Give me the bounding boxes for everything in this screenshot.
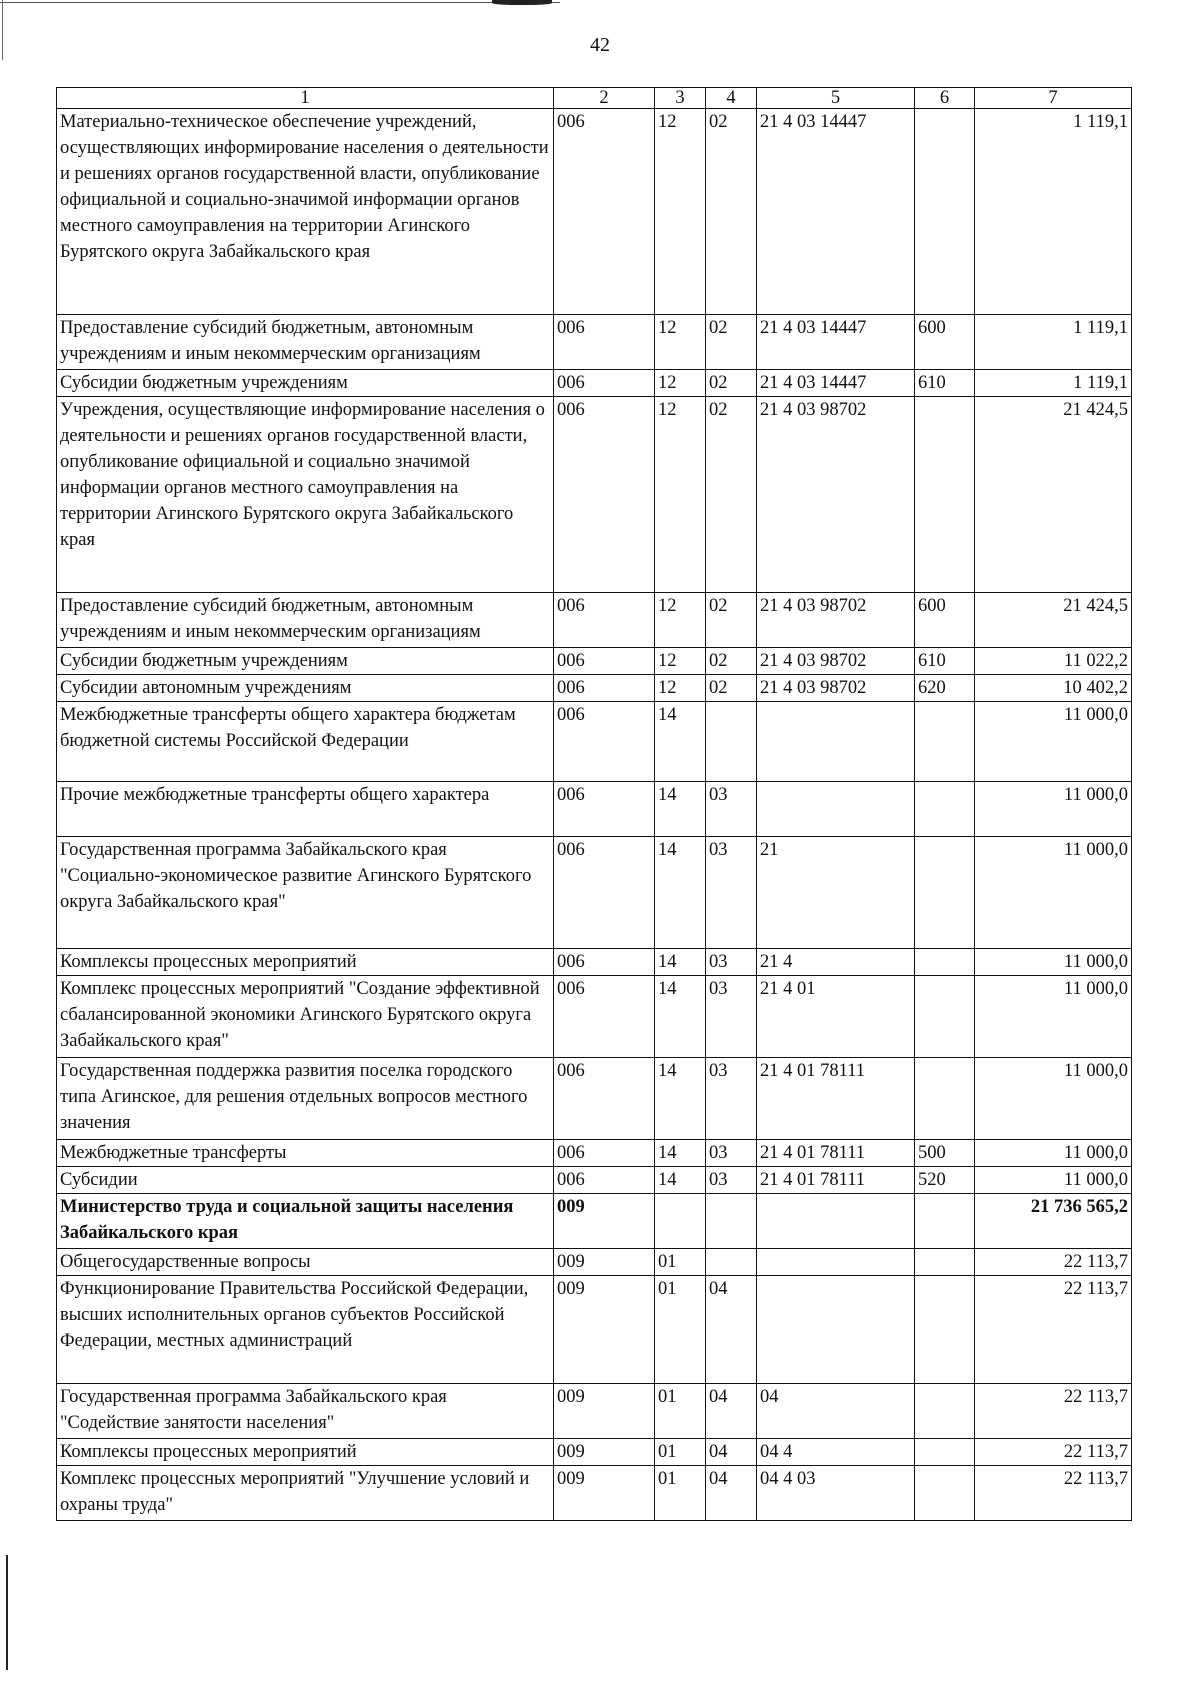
column-header: 4 — [706, 88, 757, 109]
cell-subsection: 02 — [706, 593, 757, 648]
cell-expense-type — [915, 1384, 975, 1439]
cell-expense-type — [915, 782, 975, 837]
cell-target-article: 21 4 03 14447 — [757, 109, 915, 315]
cell-amount: 22 113,7 — [975, 1276, 1132, 1384]
table-row — [57, 593, 1132, 648]
budget-table — [56, 87, 1132, 1521]
cell-ministry-code: 006 — [554, 593, 655, 648]
cell-section: 14 — [655, 837, 706, 949]
cell-subsection — [706, 702, 757, 782]
cell-section: 14 — [655, 782, 706, 837]
cell-ministry-code: 009 — [554, 1384, 655, 1439]
cell-expense-type — [915, 949, 975, 976]
row-name: Комплексы процессных мероприятий — [57, 949, 554, 976]
cell-expense-type: 610 — [915, 370, 975, 397]
cell-section — [655, 1194, 706, 1249]
cell-section: 12 — [655, 109, 706, 315]
row-name: Межбюджетные трансферты общего характера бюджетам бюджетной системы Российской Федерации — [57, 702, 554, 782]
cell-subsection — [706, 1249, 757, 1276]
table-row — [57, 315, 1132, 370]
cell-target-article: 04 4 — [757, 1439, 915, 1466]
table-row — [57, 109, 1132, 315]
cell-ministry-code: 006 — [554, 315, 655, 370]
cell-subsection: 03 — [706, 976, 757, 1058]
cell-subsection: 04 — [706, 1466, 757, 1521]
row-name: Субсидии бюджетным учреждениям — [57, 370, 554, 397]
cell-amount: 22 113,7 — [975, 1249, 1132, 1276]
table-header-row — [57, 88, 1132, 109]
cell-ministry-code: 006 — [554, 397, 655, 593]
cell-ministry-code: 009 — [554, 1466, 655, 1521]
cell-target-article: 21 4 03 14447 — [757, 370, 915, 397]
cell-expense-type — [915, 837, 975, 949]
cell-section: 14 — [655, 1140, 706, 1167]
row-name: Прочие межбюджетные трансферты общего характера — [57, 782, 554, 837]
cell-amount: 11 000,0 — [975, 1058, 1132, 1140]
cell-ministry-code: 006 — [554, 837, 655, 949]
cell-ministry-code: 006 — [554, 370, 655, 397]
cell-target-article: 21 4 01 78111 — [757, 1167, 915, 1194]
cell-target-article: 21 4 03 98702 — [757, 648, 915, 675]
cell-ministry-code: 006 — [554, 976, 655, 1058]
cell-section: 12 — [655, 397, 706, 593]
scan-artifact-mark — [492, 0, 552, 5]
cell-expense-type — [915, 1058, 975, 1140]
cell-expense-type: 600 — [915, 593, 975, 648]
cell-subsection: 02 — [706, 109, 757, 315]
cell-target-article: 21 — [757, 837, 915, 949]
row-name: Государственная поддержка развития поселка городского типа Агинское, для решения отдельных вопросов местного значения — [57, 1058, 554, 1140]
table-row — [57, 1384, 1132, 1439]
table-row — [57, 1466, 1132, 1521]
cell-amount: 10 402,2 — [975, 675, 1132, 702]
row-name: Учреждения, осуществляющие информирование населения о деятельности и решениях органов государственной власти, опубликование официальной и социально значимой информации органов местного самоуправления на территории Агинского Бурятского округа Забайкальского края — [57, 397, 554, 593]
cell-target-article: 04 4 03 — [757, 1466, 915, 1521]
column-header: 2 — [554, 88, 655, 109]
cell-section: 01 — [655, 1384, 706, 1439]
cell-subsection: 02 — [706, 315, 757, 370]
cell-section: 01 — [655, 1466, 706, 1521]
cell-amount: 22 113,7 — [975, 1466, 1132, 1521]
cell-ministry-code: 006 — [554, 1058, 655, 1140]
cell-target-article: 21 4 — [757, 949, 915, 976]
cell-target-article — [757, 782, 915, 837]
table-row — [57, 1439, 1132, 1466]
row-name: Функционирование Правительства Российской Федерации, высших исполнительных органов субъектов Российской Федерации, местных администраций — [57, 1276, 554, 1384]
column-header: 1 — [57, 88, 554, 109]
cell-expense-type — [915, 397, 975, 593]
table-row — [57, 782, 1132, 837]
row-name: Комплексы процессных мероприятий — [57, 1439, 554, 1466]
cell-section: 14 — [655, 1058, 706, 1140]
table-row — [57, 370, 1132, 397]
cell-subsection: 02 — [706, 370, 757, 397]
scan-artifact-left-bar — [6, 1555, 8, 1670]
cell-section: 14 — [655, 976, 706, 1058]
cell-subsection: 03 — [706, 1140, 757, 1167]
cell-subsection: 03 — [706, 1167, 757, 1194]
cell-section: 12 — [655, 648, 706, 675]
cell-section: 01 — [655, 1249, 706, 1276]
cell-section: 01 — [655, 1439, 706, 1466]
cell-expense-type: 600 — [915, 315, 975, 370]
cell-amount: 11 000,0 — [975, 976, 1132, 1058]
table-row — [57, 1167, 1132, 1194]
cell-subsection: 03 — [706, 1058, 757, 1140]
row-name: Межбюджетные трансферты — [57, 1140, 554, 1167]
cell-amount: 21 736 565,2 — [975, 1194, 1132, 1249]
table-row-ministry-total — [57, 1194, 1132, 1249]
cell-target-article: 21 4 03 98702 — [757, 593, 915, 648]
cell-subsection: 04 — [706, 1439, 757, 1466]
cell-section: 12 — [655, 675, 706, 702]
cell-amount: 11 000,0 — [975, 1167, 1132, 1194]
cell-ministry-code: 009 — [554, 1249, 655, 1276]
cell-section: 12 — [655, 370, 706, 397]
cell-target-article: 21 4 03 98702 — [757, 675, 915, 702]
cell-amount: 11 000,0 — [975, 782, 1132, 837]
row-name: Общегосударственные вопросы — [57, 1249, 554, 1276]
scan-artifact-top-line — [0, 2, 560, 3]
row-name: Государственная программа Забайкальского края "Содействие занятости населения" — [57, 1384, 554, 1439]
cell-expense-type: 520 — [915, 1167, 975, 1194]
cell-amount: 11 000,0 — [975, 1140, 1132, 1167]
row-name: Материально-техническое обеспечение учреждений, осуществляющих информирование населения о деятельности и решениях органов государственной власти, опубликование официальной и социально-значимой информации органов местного самоуправления на территории Агинского Бурятского округа Забайкальского края — [57, 109, 554, 315]
cell-amount: 1 119,1 — [975, 370, 1132, 397]
table-row — [57, 1140, 1132, 1167]
cell-ministry-code: 006 — [554, 1140, 655, 1167]
cell-amount: 1 119,1 — [975, 109, 1132, 315]
column-header: 7 — [975, 88, 1132, 109]
cell-amount: 21 424,5 — [975, 593, 1132, 648]
cell-section: 12 — [655, 593, 706, 648]
cell-ministry-code: 006 — [554, 648, 655, 675]
cell-subsection: 03 — [706, 949, 757, 976]
table-row — [57, 837, 1132, 949]
row-name: Комплекс процессных мероприятий "Улучшение условий и охраны труда" — [57, 1466, 554, 1521]
cell-target-article: 21 4 01 78111 — [757, 1140, 915, 1167]
row-name: Государственная программа Забайкальского края "Социально-экономическое развитие Агинского Бурятского округа Забайкальского края" — [57, 837, 554, 949]
table-row — [57, 397, 1132, 593]
cell-section: 14 — [655, 1167, 706, 1194]
cell-ministry-code: 009 — [554, 1194, 655, 1249]
cell-amount: 11 000,0 — [975, 837, 1132, 949]
row-name: Предоставление субсидий бюджетным, автономным учреждениям и иным некоммерческим организациям — [57, 593, 554, 648]
cell-expense-type — [915, 1466, 975, 1521]
row-name: Субсидии автономным учреждениям — [57, 675, 554, 702]
column-header: 6 — [915, 88, 975, 109]
cell-subsection: 04 — [706, 1276, 757, 1384]
cell-subsection — [706, 1194, 757, 1249]
table-row — [57, 1058, 1132, 1140]
cell-expense-type — [915, 976, 975, 1058]
cell-expense-type — [915, 1249, 975, 1276]
cell-subsection: 02 — [706, 648, 757, 675]
cell-target-article: 04 — [757, 1384, 915, 1439]
cell-amount: 11 022,2 — [975, 648, 1132, 675]
cell-target-article: 21 4 01 78111 — [757, 1058, 915, 1140]
table-row — [57, 976, 1132, 1058]
cell-expense-type: 620 — [915, 675, 975, 702]
cell-section: 14 — [655, 949, 706, 976]
cell-subsection: 03 — [706, 782, 757, 837]
cell-subsection: 04 — [706, 1384, 757, 1439]
cell-ministry-code: 006 — [554, 949, 655, 976]
row-name: Комплекс процессных мероприятий "Создание эффективной сбалансированной экономики Агинского Бурятского округа Забайкальского края" — [57, 976, 554, 1058]
cell-subsection: 02 — [706, 675, 757, 702]
column-header: 3 — [655, 88, 706, 109]
cell-amount: 11 000,0 — [975, 949, 1132, 976]
cell-amount: 22 113,7 — [975, 1439, 1132, 1466]
cell-amount: 1 119,1 — [975, 315, 1132, 370]
cell-expense-type: 500 — [915, 1140, 975, 1167]
cell-amount: 21 424,5 — [975, 397, 1132, 593]
cell-expense-type — [915, 1194, 975, 1249]
cell-ministry-code: 006 — [554, 109, 655, 315]
cell-target-article — [757, 1276, 915, 1384]
cell-amount: 22 113,7 — [975, 1384, 1132, 1439]
cell-subsection: 02 — [706, 397, 757, 593]
cell-target-article — [757, 702, 915, 782]
row-name: Субсидии бюджетным учреждениям — [57, 648, 554, 675]
cell-expense-type — [915, 109, 975, 315]
cell-expense-type — [915, 702, 975, 782]
cell-subsection: 03 — [706, 837, 757, 949]
cell-ministry-code: 006 — [554, 782, 655, 837]
cell-target-article: 21 4 03 14447 — [757, 315, 915, 370]
cell-expense-type: 610 — [915, 648, 975, 675]
cell-ministry-code: 006 — [554, 1167, 655, 1194]
cell-section: 14 — [655, 702, 706, 782]
cell-target-article: 21 4 01 — [757, 976, 915, 1058]
table-row — [57, 675, 1132, 702]
cell-target-article — [757, 1249, 915, 1276]
table-row — [57, 1276, 1132, 1384]
cell-ministry-code: 006 — [554, 675, 655, 702]
table-row — [57, 702, 1132, 782]
cell-ministry-code: 006 — [554, 702, 655, 782]
cell-ministry-code: 009 — [554, 1439, 655, 1466]
row-name: Субсидии — [57, 1167, 554, 1194]
cell-amount: 11 000,0 — [975, 702, 1132, 782]
page-number: 42 — [590, 34, 610, 56]
cell-section: 01 — [655, 1276, 706, 1384]
table-row — [57, 949, 1132, 976]
cell-ministry-code: 009 — [554, 1276, 655, 1384]
cell-expense-type — [915, 1439, 975, 1466]
row-name: Предоставление субсидий бюджетным, автономным учреждениям и иным некоммерческим организациям — [57, 315, 554, 370]
table-row — [57, 648, 1132, 675]
column-header: 5 — [757, 88, 915, 109]
cell-expense-type — [915, 1276, 975, 1384]
row-name: Министерство труда и социальной защиты населения Забайкальского края — [57, 1194, 554, 1249]
table-row — [57, 1249, 1132, 1276]
cell-target-article — [757, 1194, 915, 1249]
cell-section: 12 — [655, 315, 706, 370]
cell-target-article: 21 4 03 98702 — [757, 397, 915, 593]
